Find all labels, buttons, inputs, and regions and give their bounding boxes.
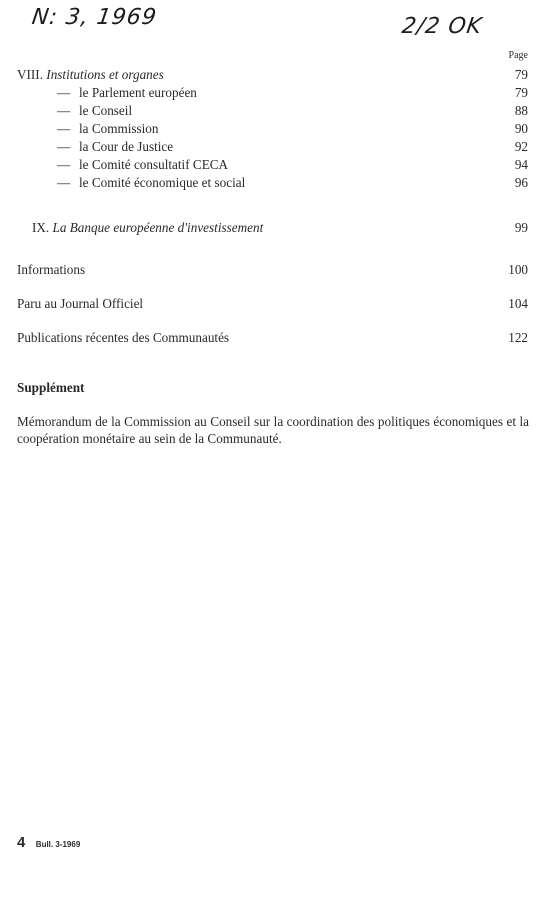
page-number: 100 bbox=[508, 262, 528, 277]
dash: — bbox=[57, 139, 71, 154]
page-number: 94 bbox=[514, 157, 528, 172]
toc-entry-informations bbox=[17, 261, 528, 295]
dash: — bbox=[57, 103, 71, 118]
page-footer bbox=[17, 834, 80, 852]
page-number: 104 bbox=[508, 296, 528, 311]
toc-item bbox=[17, 138, 528, 156]
footer-bulletin-ref: Bull. 3-1969 bbox=[35, 840, 81, 849]
page-number: 96 bbox=[514, 175, 528, 190]
toc-item-label: le Comité consultatif CECA bbox=[79, 157, 229, 172]
toc-item bbox=[17, 84, 528, 102]
toc-other-entries bbox=[17, 261, 528, 363]
page-number: 79 bbox=[514, 67, 528, 82]
toc-entry-label: Publications récentes des Communautés bbox=[17, 330, 230, 345]
page-number: 99 bbox=[514, 220, 528, 235]
page-column-header: Page bbox=[508, 50, 528, 61]
page-number: 92 bbox=[514, 139, 528, 154]
section-numeral: VIII. bbox=[17, 67, 43, 82]
dash: — bbox=[57, 157, 71, 172]
page-number: 79 bbox=[514, 85, 528, 100]
toc-section-viii bbox=[17, 66, 528, 192]
page-number: 122 bbox=[508, 330, 528, 345]
toc-item-label: le Conseil bbox=[79, 103, 133, 118]
page-number: 88 bbox=[514, 103, 528, 118]
dash: — bbox=[57, 121, 71, 136]
toc-item bbox=[17, 120, 528, 138]
toc-item-label: le Parlement européen bbox=[79, 85, 197, 100]
toc-item-label: la Cour de Justice bbox=[79, 139, 174, 154]
toc-entry-publications bbox=[17, 329, 528, 363]
supplement-heading: Supplément bbox=[17, 380, 85, 395]
toc-item bbox=[17, 156, 528, 174]
toc-item bbox=[17, 174, 528, 192]
page-number: 90 bbox=[514, 121, 528, 136]
toc-section-ix bbox=[17, 219, 528, 237]
toc-heading-viii bbox=[17, 66, 528, 84]
toc-heading-ix bbox=[17, 219, 528, 237]
toc-entry-journal-officiel bbox=[17, 295, 528, 329]
section-title: La Banque européenne d'investissement bbox=[52, 220, 264, 235]
handwritten-issue-note: N: 3, 1969 bbox=[30, 5, 159, 30]
section-title: Institutions et organes bbox=[46, 67, 164, 82]
toc-item-label: la Commission bbox=[79, 121, 159, 136]
supplement-description: Mémorandum de la Commission au Conseil sur la coordination des politiques économiques et la coopération monétaire au sein de la Communauté. bbox=[17, 414, 529, 446]
handwritten-ok-note: 2/2 OK bbox=[400, 14, 484, 39]
toc-item-label: le Comité économique et social bbox=[79, 175, 246, 190]
section-numeral: IX. bbox=[32, 220, 50, 235]
toc-item bbox=[17, 102, 528, 120]
toc-entry-label: Informations bbox=[17, 262, 86, 277]
toc-entry-label: Paru au Journal Officiel bbox=[17, 296, 144, 311]
footer-page-number: 4 bbox=[17, 834, 26, 851]
dash: — bbox=[57, 85, 71, 100]
dash: — bbox=[57, 175, 71, 190]
